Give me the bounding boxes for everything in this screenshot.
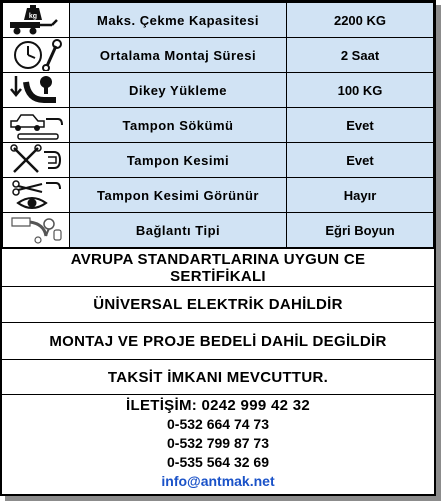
spec-label: Tampon Sökümü (70, 108, 287, 143)
scale-weight-icon (3, 3, 70, 38)
spec-label: Tampon Kesimi Görünür (70, 178, 287, 213)
spec-value: 2200 KG (287, 3, 434, 38)
spec-value: Eğri Boyun (287, 213, 434, 248)
electric-notice: ÜNİVERSAL ELEKTRİK DAHİLDİR (2, 286, 434, 322)
contact-block (2, 394, 434, 491)
spec-value: Evet (287, 108, 434, 143)
spec-row (3, 213, 434, 248)
visible-cut-icon (3, 178, 70, 213)
spec-table (2, 2, 434, 248)
phone-number[interactable]: 0-535 564 32 69 (167, 454, 269, 470)
swan-neck-towbar-icon (3, 213, 70, 248)
phone-number[interactable]: 0-532 799 87 73 (167, 435, 269, 451)
towball-vertical-load-icon (3, 73, 70, 108)
bumper-cutting-icon (3, 143, 70, 178)
spec-value: 100 KG (287, 73, 434, 108)
spec-value: Hayır (287, 178, 434, 213)
clock-wrench-icon (3, 38, 70, 73)
spec-row (3, 38, 434, 73)
phone-number[interactable]: 0-532 664 74 73 (167, 416, 269, 432)
spec-row (3, 3, 434, 38)
bumper-removal-icon (3, 108, 70, 143)
certificate-notice: AVRUPA STANDARTLARINA UYGUN CE SERTİFİKALI (2, 248, 434, 286)
spec-row (3, 73, 434, 108)
spec-label: Bağlantı Tipi (70, 213, 287, 248)
spec-value: Evet (287, 143, 434, 178)
installment-notice: TAKSİT İMKANI MEVCUTTUR. (2, 359, 434, 394)
spec-row (3, 108, 434, 143)
spec-row (3, 178, 434, 213)
contact-lead: İLETİŞİM: 0242 999 42 32 (126, 397, 310, 414)
spec-label: Maks. Çekme Kapasitesi (70, 3, 287, 38)
spec-value: 2 Saat (287, 38, 434, 73)
spec-label: Tampon Kesimi (70, 143, 287, 178)
svg-text:kg: kg (28, 13, 38, 20)
installation-notice: MONTAJ VE PROJE BEDELİ DAHİL DEGİLDİR (2, 322, 434, 359)
spec-label: Dikey Yükleme (70, 73, 287, 108)
spec-row (3, 143, 434, 178)
email-link[interactable]: info@antmak.net (161, 473, 275, 489)
spec-label: Ortalama Montaj Süresi (70, 38, 287, 73)
